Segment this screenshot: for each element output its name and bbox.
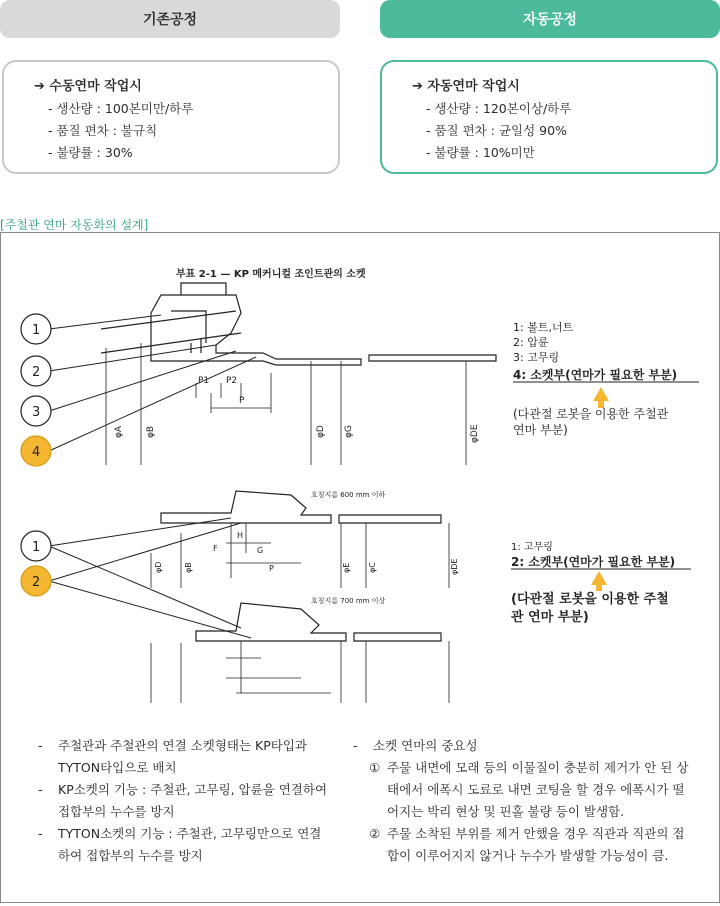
list-item: - 불량률 : 10%미만 xyxy=(426,142,571,164)
fig2-label-top: 호칭지름 600 mm 이하 xyxy=(311,491,386,499)
notes-left xyxy=(38,735,330,867)
fig1-legend-3: 3: 고무링 xyxy=(513,351,560,364)
fig1-note-2: 연마 부분) xyxy=(513,423,568,437)
callout-label: 1 xyxy=(32,323,41,338)
dim-phi-b: φB xyxy=(146,425,156,438)
callout-label: 2 xyxy=(32,365,41,380)
dim-phi-d: φD xyxy=(316,425,326,438)
note-title: - 소켓 연마의 중요성 xyxy=(353,738,478,753)
fig1-note-1: (다관절 로봇을 이용한 주철관 xyxy=(513,407,669,421)
header-automated-process: 자동공정 xyxy=(380,0,720,38)
fig2-note-1: (다관절 로봇을 이용한 주철 xyxy=(511,592,669,607)
header-existing-process: 기존공정 xyxy=(0,0,340,38)
manual-process-box xyxy=(2,60,340,174)
dim-p-2: P xyxy=(269,564,274,573)
note-sub-item: ① 주물 내면에 모래 등의 이물질이 충분히 제거가 안 된 상 태에서 에폭시 도료로 내면 코팅을 할 경우 에폭시가 떨 어지는 박리 현상 및 핀홀 불량 등이 발생함. xyxy=(369,760,689,819)
manual-title: ➔ 수동연마 작업시 xyxy=(34,79,142,94)
fig1-legend-2: 2: 압륜 xyxy=(513,336,549,349)
auto-title: ➔ 자동연마 작업시 xyxy=(412,79,520,94)
list-item: - 생산량 : 100본미만/하루 xyxy=(48,98,193,120)
dim-phi-g: φG xyxy=(344,425,354,438)
section-title: [주철관 연마 자동화의 설계] xyxy=(0,218,149,232)
dim-phi-c: φC xyxy=(368,562,377,573)
dim-phi-de-2: φDE xyxy=(450,558,459,575)
arrow-icon: ➔ xyxy=(34,79,50,94)
fig1-caption: 부표 2-1 — KP 메커니컬 조인트관의 소켓 xyxy=(176,269,366,280)
fig2-top-socket-outline xyxy=(161,491,331,523)
fig2-legend-1: 1: 고무링 xyxy=(511,542,553,553)
auto-process-box xyxy=(380,60,718,174)
dim-phi-e: φE xyxy=(342,562,351,573)
list-item: - 품질 편차 : 불규칙 xyxy=(48,120,193,142)
note-item: - KP소켓의 기능 : 주철관, 고무링, 압륜을 연결하여 접합부의 누수를 방지 xyxy=(38,782,328,819)
fig2-legend-2: 2: 소켓부(연마가 필요한 부분) xyxy=(511,555,676,569)
dim-p: P xyxy=(239,396,245,406)
dim-phi-a: φA xyxy=(114,425,124,438)
up-arrow-icon xyxy=(593,387,609,408)
fig2-label-bottom: 호칭지름 700 mm 이상 xyxy=(311,597,386,605)
callout-label: 4 xyxy=(32,445,41,460)
fig1-socket-outline xyxy=(151,295,361,365)
dim-phi-d-2: φD xyxy=(154,561,163,573)
callout-label: 2 xyxy=(32,575,41,590)
arrow-icon: ➔ xyxy=(412,79,428,94)
dim-phi-de: φDE xyxy=(470,424,480,443)
notes-right xyxy=(353,735,703,867)
callout-label: 3 xyxy=(32,405,41,420)
dim-h: H xyxy=(237,531,244,540)
fig1-legend-1: 1: 볼트,너트 xyxy=(513,321,574,334)
dim-p1: P1 xyxy=(198,376,210,386)
list-item: - 품질 편차 : 균일성 90% xyxy=(426,120,571,142)
dim-g: G xyxy=(257,546,264,555)
dim-p2: P2 xyxy=(226,376,238,386)
list-item: - 불량률 : 30% xyxy=(48,142,193,164)
dim-phi-b-2: φB xyxy=(184,562,193,573)
fig2-note-2: 관 연마 부분) xyxy=(511,610,589,625)
up-arrow-icon xyxy=(591,571,607,591)
note-item: - TYTON소켓의 기능 : 주철관, 고무링만으로 연결 하여 접합부의 누수를 방지 xyxy=(38,826,322,863)
callout-label: 1 xyxy=(32,540,41,555)
note-sub-item: ② 주물 소착된 부위를 제거 안했을 경우 직관과 직관의 접 합이 이루어지지 않거나 누수가 발생할 가능성이 큼. xyxy=(369,826,685,863)
fig1-legend-4: 4: 소켓부(연마가 필요한 부분) xyxy=(513,368,678,382)
list-item: - 생산량 : 120본이상/하루 xyxy=(426,98,571,120)
fig2-bottom-socket-outline xyxy=(196,603,346,641)
note-item: - 주철관과 주철관의 연결 소켓형태는 KP타입과 TYTON타입으로 배치 xyxy=(38,738,307,775)
dim-f: F xyxy=(213,544,218,553)
